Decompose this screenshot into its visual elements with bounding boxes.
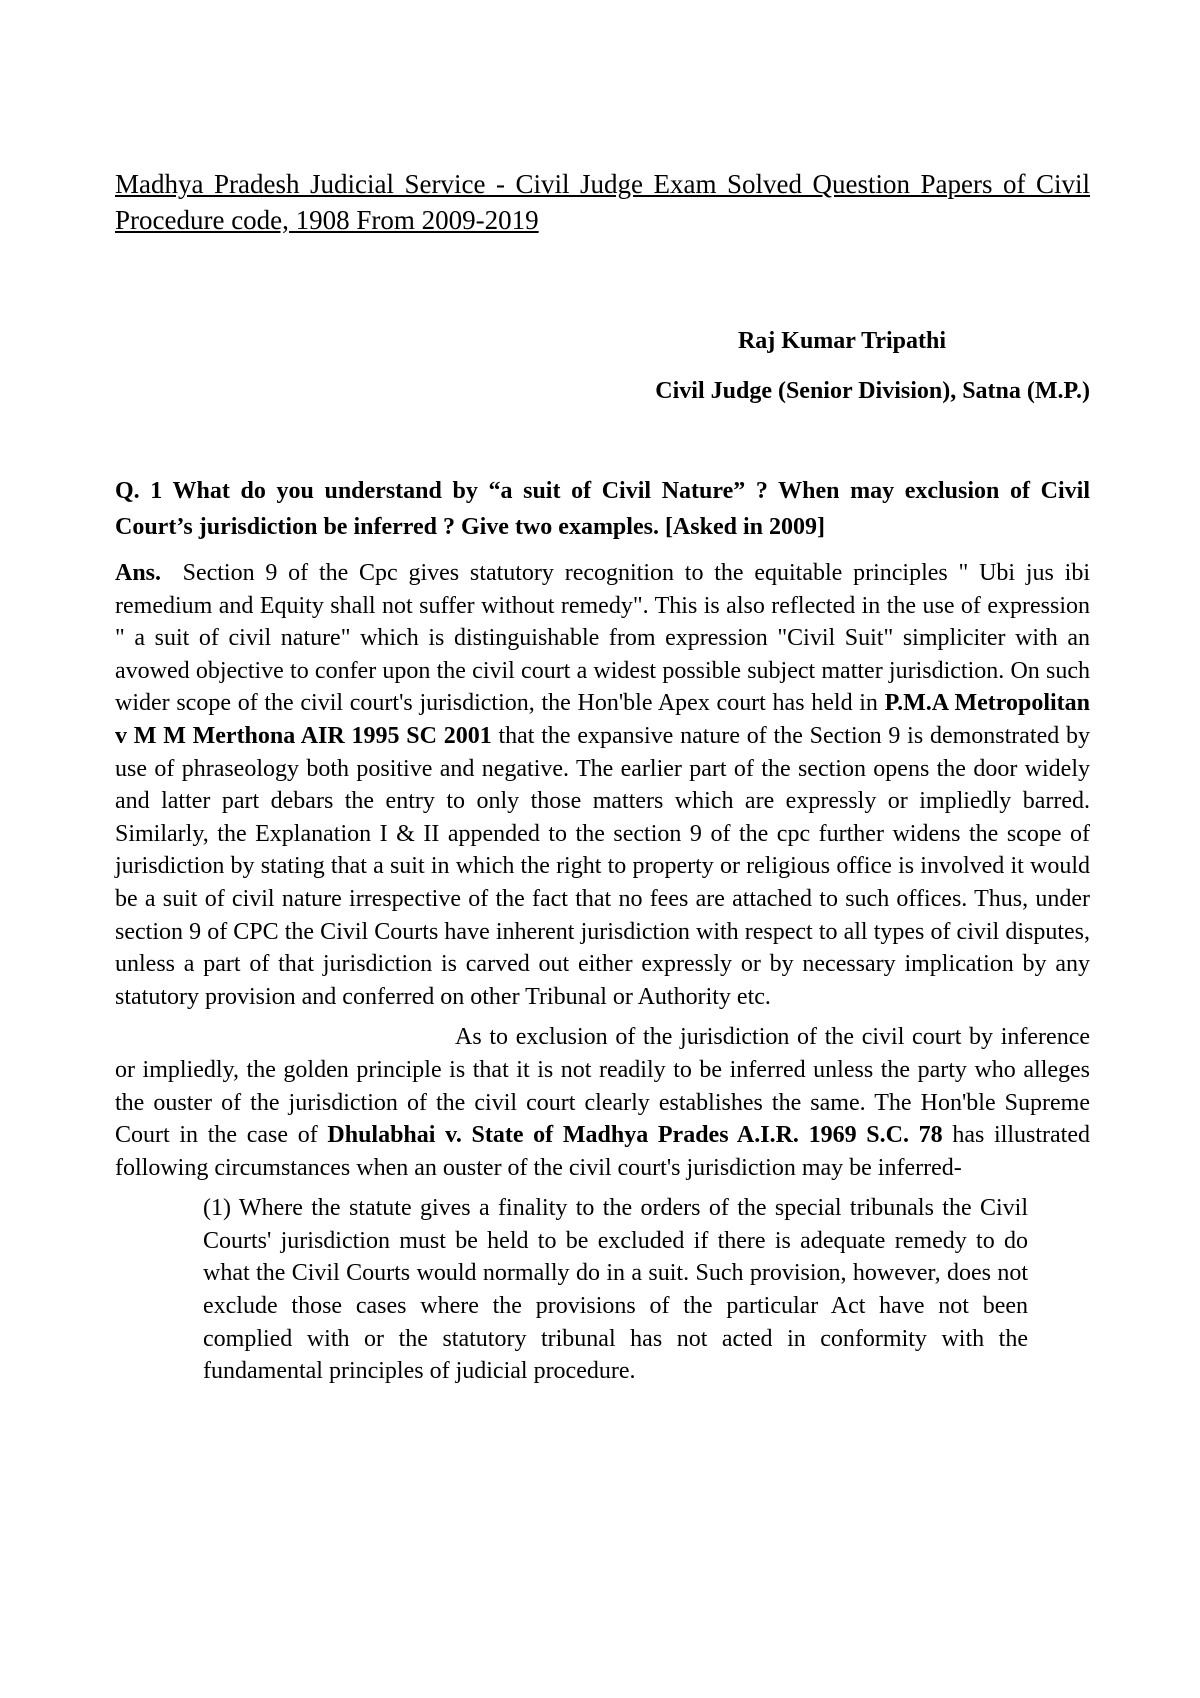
exclusion-paragraph: [115, 1021, 1090, 1184]
author-name: Raj Kumar Tripathi: [737, 328, 946, 354]
answer-label: Ans.: [115, 560, 162, 586]
list-item-point-1: (1) Where the statute gives a finality to the orders of the special tribunals the Civil Courts' jurisdiction must be held to be excluded if there is adequate remedy to do what the Civil Courts would normally do in a suit. Such provision, however, does not exclude those cases where the provisions of the particular Act have not been complied with or the statutory tribunal has not acted in conformity with the fundamental principles of judicial procedure.: [203, 1195, 1028, 1385]
author-block: [115, 326, 1090, 406]
case-citation-2: Dhulabhai v. State of Madhya Prades A.I.R. 1969 S.C. 78: [327, 1122, 943, 1149]
answer-text-1: Section 9 of the Cpc gives statutory recognition to the equitable principles " Ubi jus ibi remedium and Equity shall not suffer without remedy". This is also reflected in the use of expression " a suit of civil nature" which is distinguishable from expression "Civil Suit" simpliciter with an avowed objective to confer upon the civil court a widest possible subject matter jurisdiction. On such wider scope of the civil court's jurisdiction, the Hon'ble Apex court has held in: [115, 560, 1091, 717]
author-designation: Civil Judge (Senior Division), Satna (M.P.): [655, 378, 1090, 404]
exclusion-text-2: has illustrated following circumstances when an ouster of the civil court's jurisdiction may be inferred-: [115, 1122, 1090, 1181]
answer-paragraph: [115, 557, 1090, 1013]
document-page: [115, 166, 1090, 1388]
answer-text-2: that the expansive nature of the Section 9 is demonstrated by use of phraseology both positive and negative. The earlier part of the section opens the door widely and latter part debars the entry to only those matters which are expressly or impliedly barred. Similarly, the Explanation I & II appended to the section 9 of the cpc further widens the scope of jurisdiction by stating that a suit in which the right to property or religious office is involved it would be a suit of civil nature irrespective of the fact that no fees are attached to such offices. Thus, under section 9 of CPC the Civil Courts have inherent jurisdiction with respect to all types of civil disputes, unless a part of that jurisdiction is carved out either expressly or by necessary implication by any statutory provision and conferred on other Tribunal or Authority etc.: [115, 722, 1091, 1010]
case-citation-1: P.M.A Metropolitan v M M Merthona AIR 1995 SC 2001: [115, 690, 1090, 749]
document-title: Madhya Pradesh Judicial Service - Civil Judge Exam Solved Question Papers of Civil Procedure code, 1908 From 2009-2019: [115, 169, 1090, 235]
exclusion-text-1: As to exclusion of the jurisdiction of the civil court by inference or impliedly, the golden principle is that it is not readily to be inferred unless the party who alleges the ouster of the jurisdiction of the civil court clearly establishes the same. The Hon'ble Supreme Court in the case of: [115, 1024, 1090, 1149]
question-heading: Q. 1 What do you understand by “a suit of Civil Nature” ? When may exclusion of Civil Court’s jurisdiction be inferred ? Give two examples. [Asked in 2009]: [115, 478, 1090, 540]
